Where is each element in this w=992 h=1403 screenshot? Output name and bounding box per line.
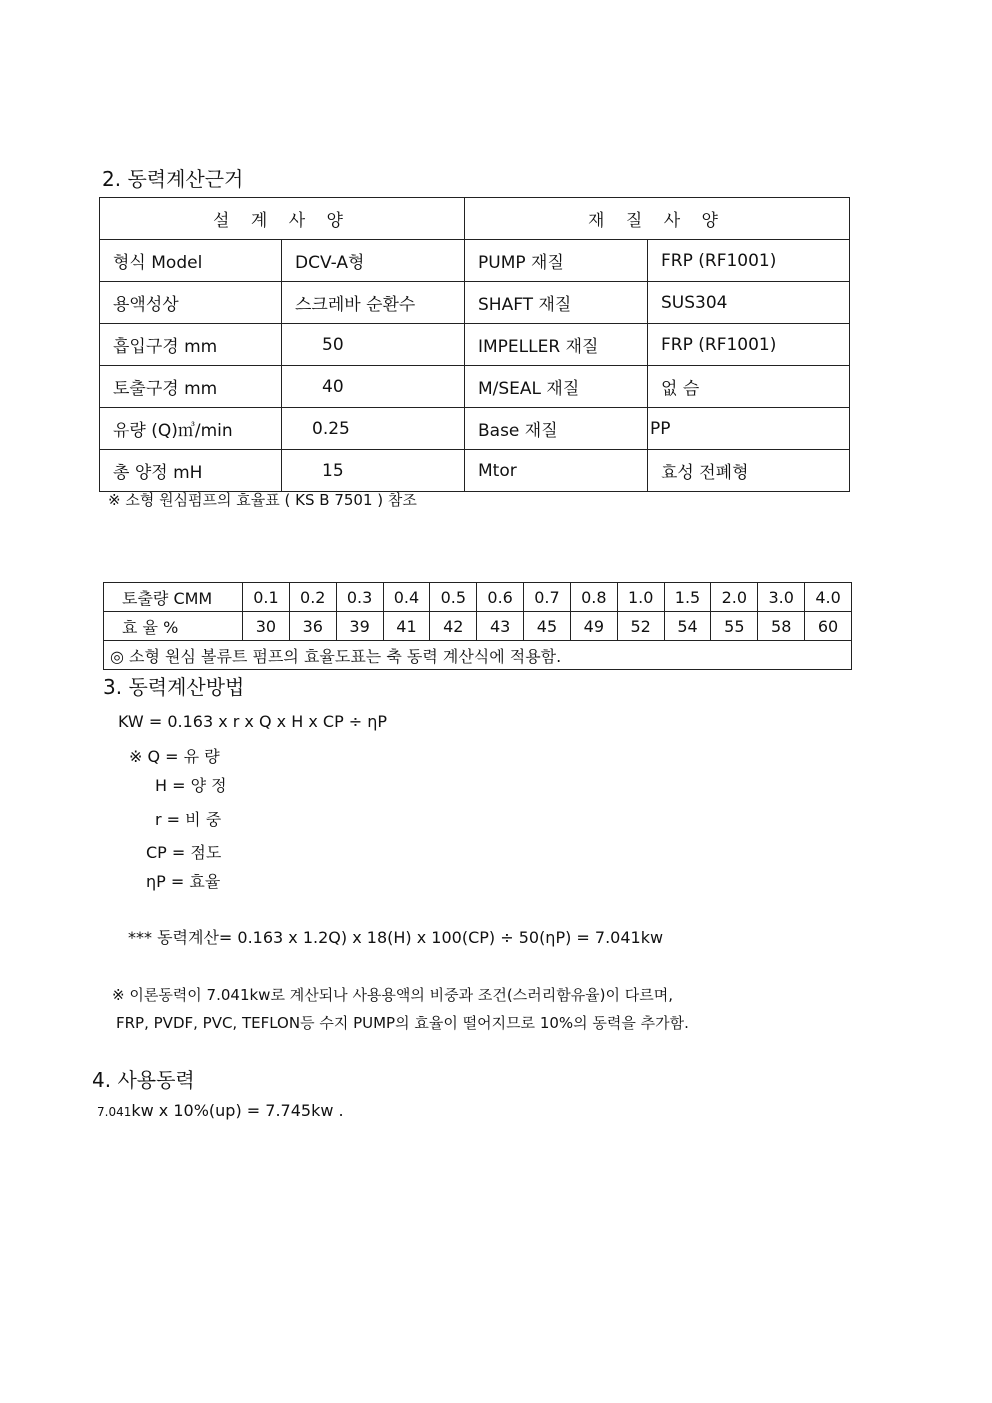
spec-label: 흡입구경 mm [100,324,282,366]
flow-value-cell: 0.3 [336,583,383,612]
material-value: 효성 전폐형 [648,450,850,492]
section2-title: 2. 동력계산근거 [102,167,244,191]
efficiency-value-cell: 55 [711,612,758,641]
spec-row [100,450,850,492]
spec-row [100,282,850,324]
material-label: Mtor [465,450,648,492]
efficiency-note: ◎ 소형 원심 볼류트 펌프의 효율도표는 축 동력 계산식에 적용함. [104,641,852,670]
spec-value: 15 [282,450,465,492]
power-formula: KW = 0.163 x r x Q x H x CP ÷ ηP [118,712,388,731]
efficiency-value-cell: 58 [758,612,805,641]
spec-row [100,366,850,408]
efficiency-value-cell: 41 [383,612,430,641]
efficiency-value-cell: 36 [289,612,336,641]
material-label: PUMP 재질 [465,240,648,282]
power-calculation: *** 동력계산= 0.163 x 1.2Q) x 18(H) x 100(CP) ÷ 50(ηP) = 7.041kw [128,928,664,947]
def-efficiency: ηP = 효율 [146,872,221,891]
flow-value-cell: 0.2 [289,583,336,612]
reference-note: ※ 소형 원심펌프의 효율표 ( KS B 7501 ) 참조 [108,491,417,509]
flow-value-cell: 2.0 [711,583,758,612]
material-value: FRP (RF1001) [648,324,850,366]
material-label: IMPELLER 재질 [465,324,648,366]
material-label: SHAFT 재질 [465,282,648,324]
result-rest: kw x 10%(up) = 7.745kw . [131,1101,344,1120]
spec-label: 용액성상 [100,282,282,324]
def-gravity: r = 비 중 [155,810,222,829]
efficiency-value-cell: 43 [477,612,524,641]
efficiency-value-cell: 49 [570,612,617,641]
spec-value: 스크레바 순환수 [282,282,465,324]
material-value: FRP (RF1001) [648,240,850,282]
flow-value-cell: 4.0 [805,583,852,612]
efficiency-label: 효 율 % [104,612,243,641]
spec-header-design: 설 계 사 양 [100,198,465,240]
spec-value: 0.25 [282,408,465,450]
flow-value-cell: 0.7 [524,583,571,612]
spec-label: 유량 (Q)㎥/min [100,408,282,450]
remark-line-1: ※ 이론동력이 7.041kw로 계산되나 사용용액의 비중과 조건(스러리함유율)이 다르며, [112,986,674,1004]
section3-title: 3. 동력계산방법 [103,675,245,699]
flow-value-cell: 3.0 [758,583,805,612]
efficiency-value-cell: 60 [805,612,852,641]
spec-row [100,324,850,366]
material-value: 없 슴 [648,366,850,408]
material-value: SUS304 [648,282,850,324]
flow-value-cell: 0.1 [243,583,290,612]
efficiency-value-cell: 39 [336,612,383,641]
spec-value: 40 [282,366,465,408]
efficiency-value-cell: 30 [243,612,290,641]
spec-label: 토출구경 mm [100,366,282,408]
efficiency-value-cell: 54 [664,612,711,641]
flow-row [104,583,852,612]
flow-value-cell: 0.4 [383,583,430,612]
efficiency-row [104,612,852,641]
efficiency-value-cell: 52 [617,612,664,641]
flow-value-cell: 0.5 [430,583,477,612]
flow-value-cell: 0.6 [477,583,524,612]
spec-header-material: 재 질 사 양 [465,198,850,240]
spec-label: 형식 Model [100,240,282,282]
spec-label: 총 양정 mH [100,450,282,492]
efficiency-table [103,582,852,670]
material-label: M/SEAL 재질 [465,366,648,408]
flow-value-cell: 0.8 [570,583,617,612]
spec-value: 50 [282,324,465,366]
def-viscosity: CP = 점도 [146,843,222,862]
remark-line-2: FRP, PVDF, PVC, TEFLON등 수지 PUMP의 효율이 떨어지므로 10%의 동력을 추가함. [116,1014,689,1032]
section4-title: 4. 사용동력 [92,1068,195,1092]
spec-table [99,197,850,492]
result-prefix: 7.041 [97,1105,132,1119]
efficiency-value-cell: 45 [524,612,571,641]
efficiency-value-cell: 42 [430,612,477,641]
spec-row [100,240,850,282]
def-head: H = 양 정 [155,776,227,795]
flow-label: 토출량 CMM [104,583,243,612]
result-line [97,1101,344,1120]
flow-value-cell: 1.0 [617,583,664,612]
spec-row [100,408,850,450]
spec-value: DCV-A형 [282,240,465,282]
def-flow: ※ Q = 유 량 [129,747,220,766]
flow-value-cell: 1.5 [664,583,711,612]
material-value: PP [648,408,850,450]
material-label: Base 재질 [465,408,648,450]
